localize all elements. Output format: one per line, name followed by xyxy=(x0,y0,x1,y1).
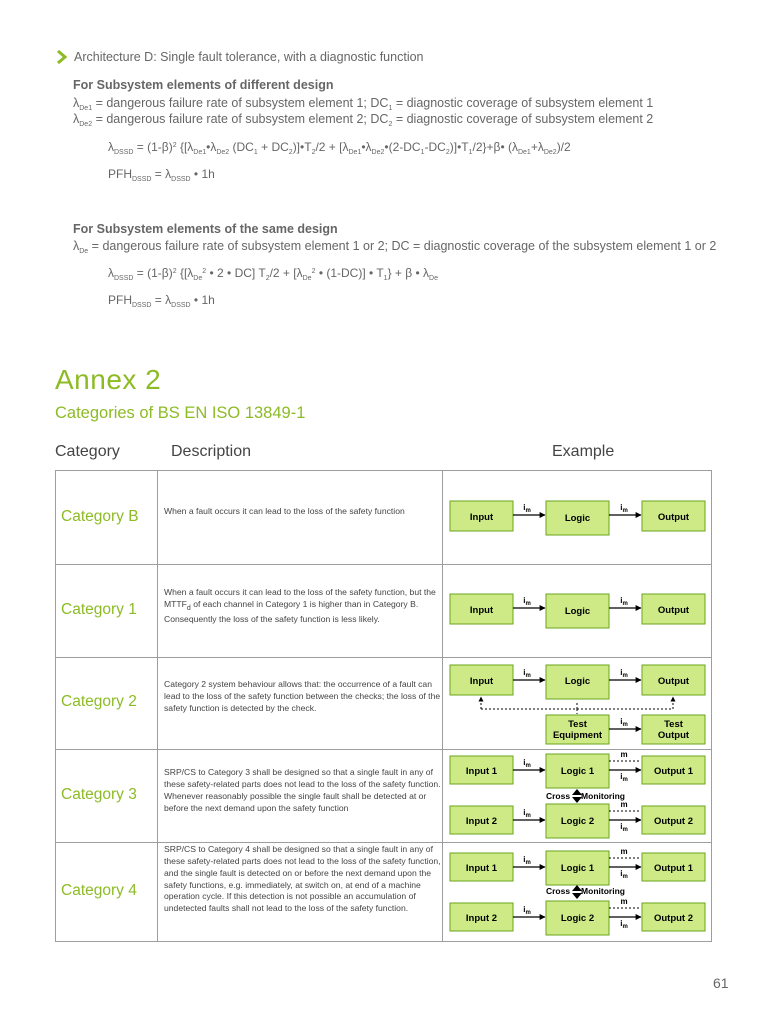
svg-text:im: $i_m$ xyxy=(620,503,628,514)
svg-text:Input: Input xyxy=(469,512,494,523)
different-design-heading: For Subsystem elements of different design xyxy=(73,78,334,92)
category-4-description: SRP/CS to Category 4 shall be designed so that a single fault in any of these safety-related parts does not lead to the loss of the safety function, and the single fault is detected on or before the next demand upon the safety functions, e.g. immediately, at switch on, at end of a machine operation cycle. If this detection is not possible an accumulation of undetected faults shall not lead to the loss of the safety function. xyxy=(164,844,441,914)
category-b-name: Category B xyxy=(61,508,139,525)
svg-text:im: $i_m$ xyxy=(523,808,531,819)
svg-text:Logic: Logic xyxy=(564,606,591,617)
svg-text:im: $i_m$ xyxy=(620,822,628,833)
svg-text:Input 2: Input 2 xyxy=(465,913,498,924)
svg-text:Output: Output xyxy=(657,730,690,741)
svg-text:im: $i_m$ xyxy=(523,905,531,916)
category-4-diagram xyxy=(446,842,711,942)
svg-text:Input 1: Input 1 xyxy=(465,863,498,874)
svg-text:im: $i_m$ xyxy=(620,717,628,728)
category-2-name: Category 2 xyxy=(61,693,137,710)
category-2-description: Category 2 system behaviour allows that: the occurrence of a fault can lead to the loss of the safety function between the checks; the loss of the safety function is detected by the check. xyxy=(164,679,441,713)
svg-text:Input 1: Input 1 xyxy=(465,766,498,777)
different-design-formula-lambda: $\lambda_{DSSD} = (1-\beta)^2$ {[$\lambda_{De1}•\lambda_{De2}$ ($DC_1$ + $DC_2)]•T_2/2$ + $[\lambda_{De1}•\lambda_{De2}•(2-DC_1-DC_2)]•T_1/2\}+\beta•$ $(\lambda_{De1}+\lambda_{De2})/2$ xyxy=(108,140,571,156)
category-3-name: Category 3 xyxy=(61,786,137,803)
different-design-definition-1: $\lambda_{De1}$ = dangerous failure rate of subsystem element 1; $DC_1$ = diagnostic coverage of subsystem element 1 xyxy=(73,96,654,112)
category-3-description: SRP/CS to Category 3 shall be designed so that a single fault in any of these safety-related parts does not lead to the loss of the safety function. Whenever reasonably possible the single fault shall be detected at or before the next demand upon the safety function xyxy=(164,767,441,813)
category-1-name: Category 1 xyxy=(61,601,137,618)
same-design-heading: For Subsystem elements of the same design xyxy=(73,222,338,236)
category-3-diagram xyxy=(446,749,711,842)
svg-text:Cross: Cross xyxy=(545,886,571,896)
page-number: 61 xyxy=(713,975,729,991)
svg-text:Output 1: Output 1 xyxy=(653,863,694,874)
svg-text:Output 2: Output 2 xyxy=(653,816,694,827)
svg-text:Output: Output xyxy=(657,605,690,616)
category-b-description: When a fault occurs it can lead to the loss of the safety function xyxy=(164,506,405,516)
different-design-formula-pfh: $PFH_{DSSD} = \lambda_{DSSD}$ • 1h xyxy=(108,167,215,183)
category-1-diagram xyxy=(446,564,711,657)
categories-table xyxy=(55,470,712,942)
svg-text:Logic: Logic xyxy=(564,676,591,687)
svg-text:im: $i_m$ xyxy=(620,919,628,930)
svg-text:Logic 1: Logic 1 xyxy=(560,766,595,777)
architecture-heading-text: Architecture D: Single fault tolerance, with a diagnostic function xyxy=(74,50,424,64)
svg-text:Monitoring: Monitoring xyxy=(581,886,625,896)
category-1-description: When a fault occurs it can lead to the loss of the safety function, but the $MTTF_d$ of each channel in Category 1 is higher than in Category B. Consequently the loss of the safety function is less likely. xyxy=(164,587,436,624)
svg-text:Logic 1: Logic 1 xyxy=(560,863,595,874)
svg-text:Logic 2: Logic 2 xyxy=(560,913,595,924)
category-b-diagram xyxy=(446,471,711,564)
svg-text:im: $i_m$ xyxy=(620,668,628,679)
svg-text:Monitoring: Monitoring xyxy=(581,791,625,801)
same-design-formula-lambda: $\lambda_{DSSD} = (1-\beta)^2$ {[$\lambda_{De}^2$ • 2 • DC] $T_2/2 + [\lambda_{De}^2$ • (1-DC)] • $T_1\} + \beta$ • $\lambda_{De}$ xyxy=(108,266,438,282)
svg-text:Logic 2: Logic 2 xyxy=(560,816,595,827)
svg-text:Equipment: Equipment xyxy=(552,730,603,741)
svg-text:im: $i_m$ xyxy=(620,772,628,783)
column-header-category: Category xyxy=(55,443,120,460)
svg-text:Output: Output xyxy=(657,676,690,687)
svg-text:im: $i_m$ xyxy=(523,668,531,679)
same-design-formula-pfh: $PFH_{DSSD} = \lambda_{DSSD}$ • 1h xyxy=(108,293,215,309)
svg-text:Logic: Logic xyxy=(564,513,591,524)
svg-text:im: $i_m$ xyxy=(620,596,628,607)
svg-text:Output 2: Output 2 xyxy=(653,913,694,924)
annex-title: Annex 2 xyxy=(55,364,162,395)
svg-text:im: $i_m$ xyxy=(523,503,531,514)
category-4-name: Category 4 xyxy=(61,882,137,899)
svg-text:Input: Input xyxy=(469,605,494,616)
svg-text:Output 1: Output 1 xyxy=(653,766,694,777)
svg-text:Input: Input xyxy=(469,676,494,687)
svg-text:m: m xyxy=(620,800,628,809)
svg-text:im: $i_m$ xyxy=(620,869,628,880)
svg-text:Input 2: Input 2 xyxy=(465,816,498,827)
architecture-heading xyxy=(54,49,424,65)
chevron-right-icon xyxy=(54,49,70,65)
svg-text:Output: Output xyxy=(657,512,690,523)
svg-text:im: $i_m$ xyxy=(523,855,531,866)
svg-text:Test: Test xyxy=(664,719,683,730)
svg-text:m: m xyxy=(620,750,628,759)
svg-text:im: $i_m$ xyxy=(523,758,531,769)
same-design-definition: $\lambda_{De}$ = dangerous failure rate of subsystem element 1 or 2; DC = diagnostic coverage of the subsystem element 1 or 2 xyxy=(73,239,717,255)
column-header-description: Description xyxy=(171,443,252,460)
svg-text:Cross: Cross xyxy=(545,791,571,801)
svg-text:m: m xyxy=(620,847,628,856)
svg-text:m: m xyxy=(620,897,628,906)
column-header-example: Example xyxy=(552,443,615,460)
svg-text:im: $i_m$ xyxy=(523,596,531,607)
category-2-diagram xyxy=(446,657,711,749)
svg-text:Test: Test xyxy=(568,719,587,730)
different-design-definition-2: $\lambda_{De2}$ = dangerous failure rate of subsystem element 2; $DC_2$ = diagnostic coverage of subsystem element 2 xyxy=(73,112,654,128)
annex-subtitle: Categories of BS EN ISO 13849-1 xyxy=(55,404,306,422)
